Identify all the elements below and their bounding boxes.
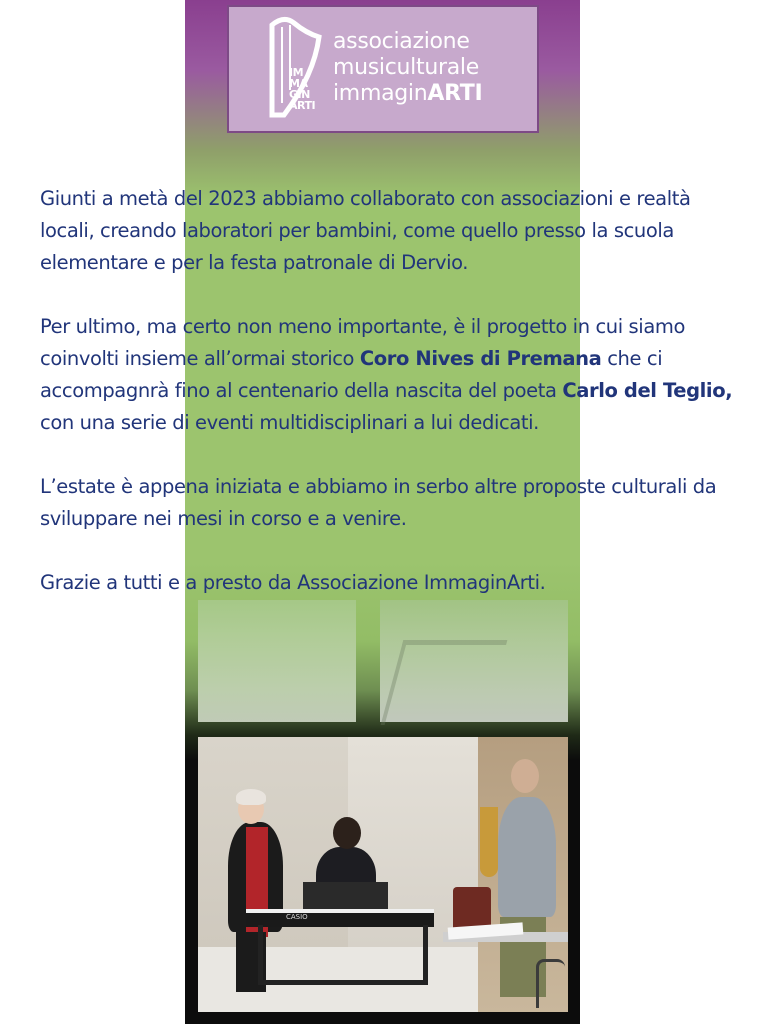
saxophonist-head — [511, 759, 539, 793]
harp-letter: GIN — [289, 88, 310, 101]
logo-line-3-bold: ARTI — [427, 81, 483, 106]
paragraph-2-text: con una serie di eventi multidisciplinari a lui dedicati. — [40, 411, 539, 434]
paragraph-2 — [40, 311, 740, 439]
harp-watermark-icon — [536, 959, 565, 1008]
logo-line-2: musiculturale — [333, 55, 479, 80]
harp-letter: IM — [289, 66, 304, 79]
keyboard-stand — [258, 925, 428, 985]
logo-line-3-regular: immagin — [333, 81, 428, 106]
saxophone — [480, 807, 498, 877]
saxophonist-figure — [498, 797, 556, 917]
choir-name: Coro Nives di Premana — [359, 347, 602, 370]
harp-letter: MA — [289, 77, 308, 90]
keyboard-brand: CASIO — [286, 913, 308, 921]
paragraph-1: Giunti a metà del 2023 abbiamo collaborato con associazioni e realtà locali, creando laboratori per bambini, come quello presso la scuola elementare e per la festa patronale di Dervio. — [40, 187, 691, 274]
logo-wordmark — [333, 29, 482, 107]
musicians-photo — [198, 737, 568, 1012]
harp-letter: ARTI — [289, 99, 316, 112]
paragraph-4: Grazie a tutti e a presto da Associazione ImmaginArti. — [40, 571, 546, 594]
logo-line-1: associazione — [333, 29, 470, 54]
logo-line-3 — [333, 81, 482, 107]
article-text — [40, 183, 740, 631]
singer-hair — [236, 789, 266, 805]
pianist-head — [333, 817, 361, 849]
poet-name: Carlo del Teglio, — [562, 379, 733, 402]
paragraph-3: L’estate è appena iniziata e abbiamo in serbo altre proposte culturali da sviluppare nei mesi in corso e a venire. — [40, 475, 717, 530]
paragraph-2-text: che ci accompagnrà fino al centenario della nascita del poeta — [40, 347, 663, 402]
harp-letters — [289, 67, 329, 111]
paragraph-2-text: Per ultimo, ma certo non meno importante, è il progetto in cui siamo coinvolti insieme all’ormai storico — [40, 315, 685, 370]
association-logo — [227, 5, 539, 133]
